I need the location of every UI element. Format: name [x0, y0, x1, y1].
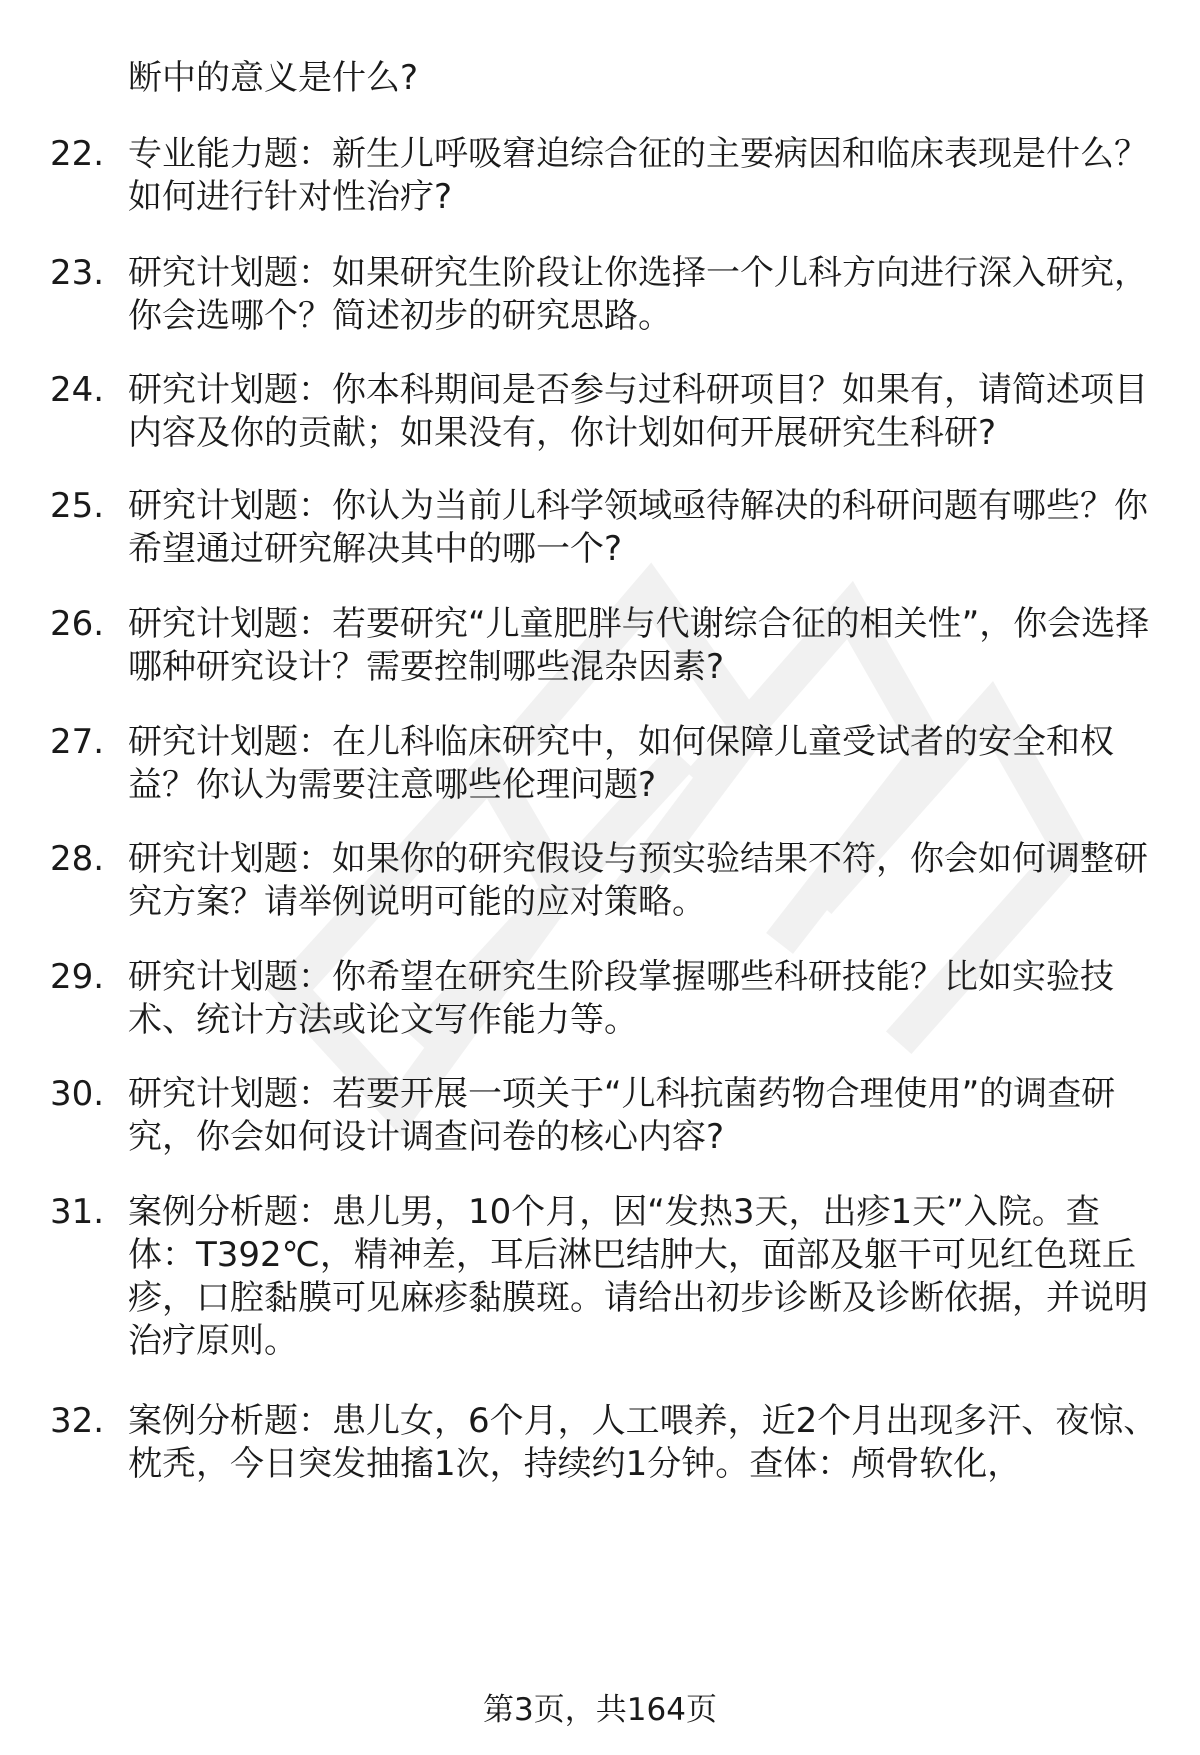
question-number: 29. — [50, 957, 105, 997]
question-number: 24. — [50, 370, 105, 410]
question-number: 23. — [50, 253, 105, 293]
question-number: 27. — [50, 722, 105, 762]
question-text: 案例分析题：患儿女，6个月，人工喂养，近2个月出现多汗、夜惊、枕秃，今日突发抽搐1次，持续约1分钟。查体：颅骨软化， — [128, 1401, 1158, 1484]
continuation-text: 断中的意义是什么? — [128, 58, 419, 98]
question-text: 研究计划题：你希望在研究生阶段掌握哪些科研技能？比如实验技术、统计方法或论文写作能力等。 — [128, 957, 1114, 1040]
question-text: 研究计划题：你本科期间是否参与过科研项目？如果有，请简述项目内容及你的贡献；如果没有，你计划如何开展研究生科研? — [128, 370, 1148, 453]
question-text: 研究计划题：在儿科临床研究中，如何保障儿童受试者的安全和权益？你认为需要注意哪些伦理问题? — [128, 722, 1114, 805]
question-text: 研究计划题：若要研究“儿童肥胖与代谢综合征的相关性”，你会选择哪种研究设计？需要控制哪些混杂因素? — [128, 604, 1150, 687]
page-footer: 第3页，共164页 — [483, 1692, 717, 1728]
question-text: 研究计划题：如果研究生阶段让你选择一个儿科方向进行深入研究，你会选哪个？简述初步的研究思路。 — [128, 253, 1148, 336]
question-text: 研究计划题：你认为当前儿科学领域亟待解决的科研问题有哪些？你希望通过研究解决其中的哪一个? — [128, 486, 1148, 569]
question-number: 28. — [50, 839, 105, 879]
question-number: 22. — [50, 134, 105, 174]
question-number: 25. — [50, 486, 105, 526]
question-text: 研究计划题：若要开展一项关于“儿科抗菌药物合理使用”的调查研究，你会如何设计调查问卷的核心内容? — [128, 1074, 1116, 1157]
question-text: 专业能力题：新生儿呼吸窘迫综合征的主要病因和临床表现是什么？如何进行针对性治疗? — [128, 134, 1148, 217]
question-number: 26. — [50, 604, 105, 644]
question-text: 研究计划题：如果你的研究假设与预实验结果不符，你会如何调整研究方案？请举例说明可能的应对策略。 — [128, 839, 1148, 922]
question-number: 32. — [50, 1401, 105, 1441]
question-text: 案例分析题：患儿男，10个月，因“发热3天，出疹1天”入院。查体：T392℃，精神差，耳后淋巴结肿大，面部及躯干可见红色斑丘疹，口腔黏膜可见麻疹黏膜斑。请给出初步诊断及诊断依据，并说明治疗原则。 — [128, 1192, 1148, 1361]
question-number: 30. — [50, 1074, 105, 1114]
question-number: 31. — [50, 1192, 105, 1232]
